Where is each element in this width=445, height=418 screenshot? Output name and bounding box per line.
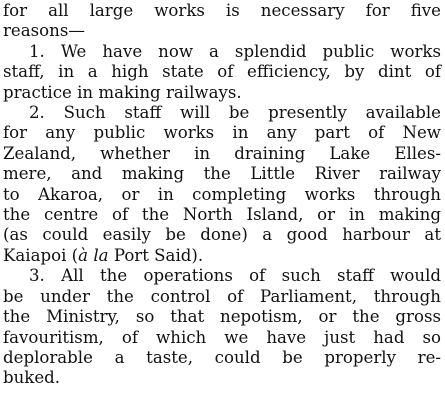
text-line: 3. All the operations of such staff would [29, 266, 441, 286]
text-line: for any public works in any part of New [3, 123, 441, 143]
text-line: to Akaroa, or in completing works through [3, 184, 441, 204]
text-line: practice in making railways. [3, 82, 242, 102]
intro-paragraph [3, 1, 441, 42]
text-line: the Ministry, so that nepotism, or the gross [3, 307, 441, 327]
text-line: mere, and making the Little River railway [3, 164, 441, 184]
text-line: the centre of the North Island, or in making [3, 205, 441, 225]
text-line: reasons— [3, 21, 85, 41]
text-line: staff, in a high state of efficiency, by dint of [3, 62, 441, 82]
text-line: deplorable a taste, could be properly re- [3, 347, 441, 367]
text-line: (as could easily be done) a good harbour at [3, 225, 441, 245]
point-2-paragraph [3, 103, 441, 266]
newspaper-article-text [3, 1, 441, 389]
point-1-paragraph [3, 42, 441, 103]
text-line: 1. We have now a splendid public works [29, 41, 441, 61]
text-line [3, 246, 441, 266]
text-run: Port Said). [108, 245, 204, 265]
point-3-paragraph [3, 266, 441, 388]
text-line: buked. [3, 368, 61, 388]
text-run: Kaiapoi ( [3, 245, 79, 265]
italic-phrase: à la [78, 245, 109, 265]
text-line: for all large works is necessary for five [3, 1, 441, 20]
text-line: favouritism, of which we have just had so [3, 327, 441, 347]
text-line: be under the control of Parliament, through [3, 286, 441, 306]
text-line: 2. Such staff will be presently available [29, 103, 441, 123]
text-line: Zealand, whether in draining Lake Elles- [3, 143, 441, 163]
